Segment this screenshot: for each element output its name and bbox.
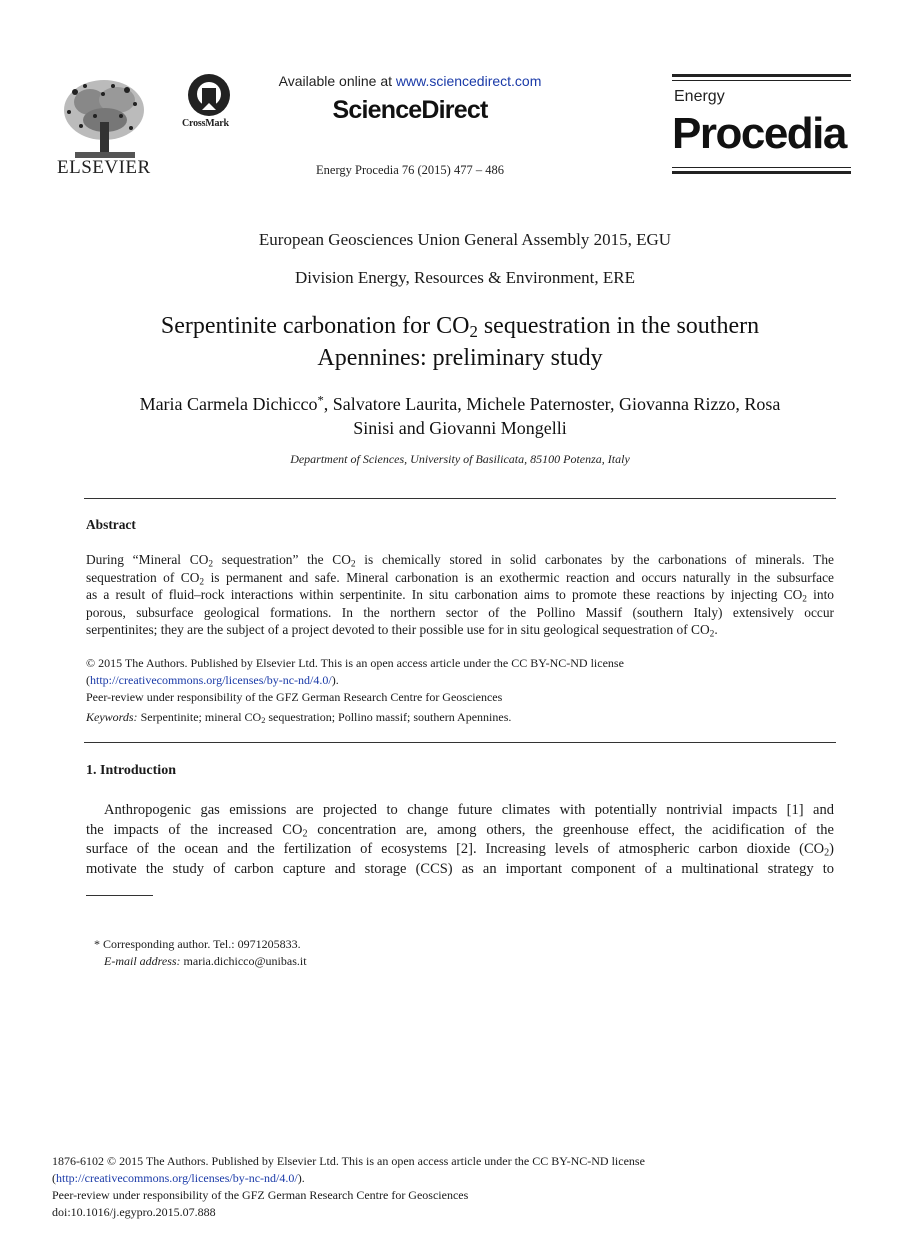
crossmark-label: CrossMark bbox=[182, 118, 229, 129]
license-url-link[interactable]: http://creativecommons.org/licenses/by-nc-nd/4.0/ bbox=[90, 673, 332, 687]
footer-url-link[interactable]: http://creativecommons.org/licenses/by-nc-nd/4.0/ bbox=[56, 1171, 298, 1185]
section-heading-introduction: 1. Introduction bbox=[86, 763, 176, 778]
abstract-heading: Abstract bbox=[86, 517, 136, 532]
abstract-line-2: sequestration of $CO_2$ is permanent and safe. Mineral carbonation is an exothermic reaction and occurs naturally in the subsurface bbox=[86, 569, 834, 587]
abstract-line-5: serpentinites; they are the subject of a project devoted to their possible use for in situ geological sequestration of $CO_2$. bbox=[86, 622, 718, 640]
logo-energy-word: Energy bbox=[674, 88, 725, 105]
logo-rule-bottom bbox=[672, 171, 851, 174]
keywords-label: Keywords: bbox=[86, 710, 138, 724]
abstract-line-4: porous, subsurface geological formations. In the northern sector of the Pollino Massif (southern Italy) extensively occur bbox=[86, 604, 834, 620]
abstract-body bbox=[86, 551, 834, 639]
keywords-line: Keywords: Serpentinite; mineral $CO_2$ sequestration; Pollino massif; southern Apennines. bbox=[86, 710, 512, 726]
logo-procedia-word: Procedia bbox=[672, 109, 846, 158]
footer-url-line: (http://creativecommons.org/licenses/by-nc-nd/4.0/). bbox=[52, 1171, 305, 1185]
authors-line-1: Maria Carmela Dichicco*, Salvatore Laurita, Michele Paternoster, Giovanna Rizzo, Rosa bbox=[139, 393, 781, 414]
logo-rule-top-thin bbox=[672, 80, 851, 81]
available-online: Available online at www.sciencedirect.com bbox=[278, 73, 542, 89]
footer-license: 1876-6102 © 2015 The Authors. Published by Elsevier Ltd. This is an open access article under the CC BY-NC-ND license bbox=[52, 1154, 645, 1168]
authors-line-2: Sinisi and Giovanni Mongelli bbox=[353, 418, 567, 438]
abstract-line-3: as a result of fluid–rock interactions within serpentinite. In situ carbonation aims to promote these reactions by injecting $CO_2$ into bbox=[86, 587, 834, 605]
elsevier-tree-icon bbox=[55, 72, 153, 168]
affiliation: Department of Sciences, University of Basilicata, 85100 Potenza, Italy bbox=[290, 452, 630, 466]
footnote-corresponding: * Corresponding author. Tel.: 0971205833. bbox=[94, 937, 301, 951]
divider-top bbox=[84, 498, 836, 499]
email-address[interactable]: maria.dichicco@unibas.it bbox=[180, 954, 307, 968]
intro-line-3: surface of the ocean and the fertilization of ecosystems [2]. Increasing levels of atmospheric carbon dioxide $(CO_2)$ bbox=[86, 841, 834, 859]
license-url-line: (http://creativecommons.org/licenses/by-nc-nd/4.0/). bbox=[86, 673, 339, 687]
title-line-2: Apennines: preliminary study bbox=[317, 345, 603, 371]
footnote-rule bbox=[86, 895, 153, 896]
logo-rule-top bbox=[672, 74, 851, 77]
title-line-1: Serpentinite carbonation for $CO_2$ sequestration in the southern bbox=[160, 313, 760, 342]
intro-line-2: the impacts of the increased $CO_2$ concentration are, among others, the greenhouse effect, the acidification of the bbox=[86, 821, 834, 840]
abstract-line-1: During “Mineral $CO_2$ sequestration” the $CO_2$ is chemically stored in solid carbonates by the carbonations of minerals. The bbox=[86, 552, 834, 570]
elsevier-wordmark: ELSEVIER bbox=[57, 157, 151, 178]
footer-doi: doi:10.1016/j.egypro.2015.07.888 bbox=[52, 1205, 216, 1219]
paper-title bbox=[60, 310, 860, 374]
sciencedirect-link[interactable]: www.sciencedirect.com bbox=[395, 73, 542, 89]
footnote bbox=[94, 936, 694, 970]
author-list bbox=[60, 392, 860, 440]
conference-line-2: Division Energy, Resources & Environment, ERE bbox=[295, 268, 635, 287]
journal-reference: Energy Procedia 76 (2015) 477 – 486 bbox=[316, 163, 504, 177]
page-footer bbox=[52, 1153, 872, 1221]
logo-rule-bottom-thin bbox=[672, 167, 851, 168]
conference-line-1: European Geosciences Union General Assembly 2015, EGU bbox=[258, 230, 672, 249]
peer-review-line: Peer-review under responsibility of the GFZ German Research Centre for Geosciences bbox=[86, 690, 503, 704]
energy-procedia-logo bbox=[672, 74, 852, 178]
sciencedirect-wordmark: ScienceDirect bbox=[332, 96, 488, 124]
footer-peer-review: Peer-review under responsibility of the GFZ German Research Centre for Geosciences bbox=[52, 1188, 469, 1202]
footnote-email: E-mail address: maria.dichicco@unibas.it bbox=[104, 954, 307, 968]
intro-line-4: motivate the study of carbon capture and storage (CCS) as an important component of a multinational strategy to bbox=[86, 860, 834, 877]
license-block bbox=[86, 655, 834, 726]
intro-line-1: Anthropogenic gas emissions are projected to change future climates with potentially nontrivial impacts [1] and bbox=[104, 802, 834, 818]
introduction-body bbox=[86, 801, 834, 879]
elsevier-logo bbox=[55, 72, 153, 182]
divider-bottom bbox=[84, 742, 836, 743]
license-line: © 2015 The Authors. Published by Elsevier Ltd. This is an open access article under the CC BY-NC-ND license bbox=[86, 656, 624, 670]
